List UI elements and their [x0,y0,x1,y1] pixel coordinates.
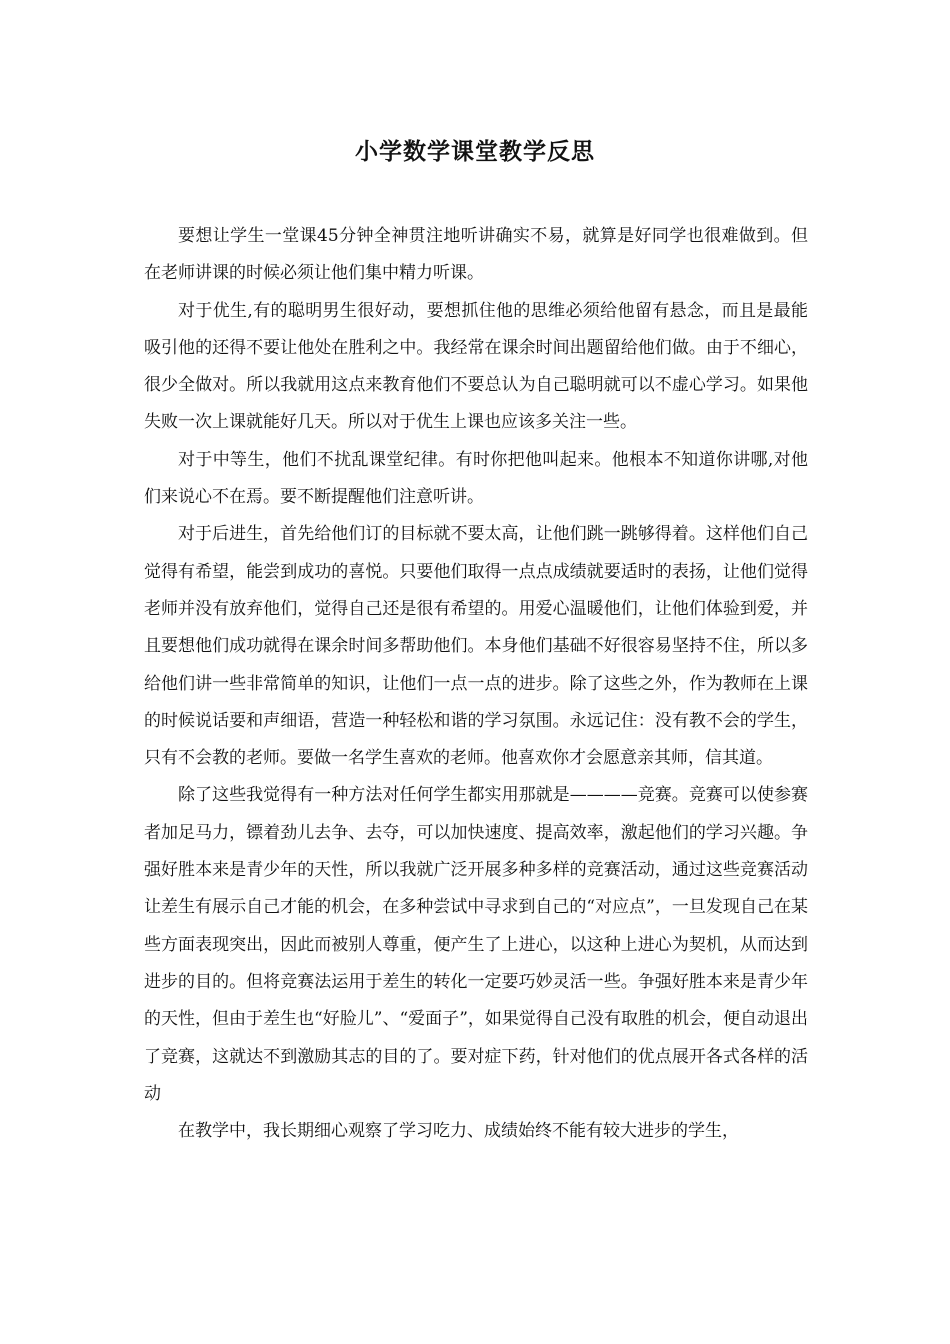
paragraph-3: 对于中等生，他们不扰乱课堂纪律。有时你把他叫起来。他根本不知道你讲哪,对他们来说心不在焉。要不断提醒他们注意听讲。 [144,449,808,508]
document-title: 小学数学课堂教学反思 [355,138,595,165]
paragraph-2: 对于优生,有的聪明男生很好动，要想抓住他的思维必须给他留有悬念，而且是最能吸引他的还得不要让他处在胜利之中。我经常在课余时间出题留给他们做。由于不细心，很少全做对。所以我就用这点来教育他们不要总认为自己聪明就可以不虚心学习。如果他失败一次上课就能好几天。所以对于优生上课也应该多关注一些。 [144,300,808,433]
paragraph-6: 在教学中，我长期细心观察了学习吃力、成绩始终不能有较大进步的学生， [178,1121,739,1142]
paragraph-5: 除了这些我觉得有一种方法对任何学生都实用那就是————竞赛。竞赛可以使参赛者加足马力，镖着劲儿去争、去夺，可以加快速度、提高效率，激起他们的学习兴趣。争强好胜本来是青少年的天性，所以我就广泛开展多种多样的竞赛活动，通过这些竞赛活动让差生有展示自己才能的机会，在多种尝试中寻求到自己的“对应点”，一旦发现自己在某些方面表现突出，因此而被别人尊重，便产生了上进心，以这种上进心为契机，从而达到进步的目的。但将竞赛法运用于差生的转化一定要巧妙灵活一些。争强好胜本来是青少年的天性，但由于差生也“好脸儿”、“爱面子”，如果觉得自己没有取胜的机会，便自动退出了竞赛，这就达不到激励其志的目的了。要对症下药，针对他们的优点展开各式各样的活动 [144,785,808,1104]
paragraph-4: 对于后进生，首先给他们订的目标就不要太高，让他们跳一跳够得着。这样他们自己觉得有希望，能尝到成功的喜悦。只要他们取得一点点成绩就要适时的表扬，让他们觉得老师并没有放弃他们，觉得自己还是很有希望的。用爱心温暖他们，让他们体验到爱，并且要想他们成功就得在课余时间多帮助他们。本身他们基础不好很容易坚持不住，所以多给他们讲一些非常简单的知识，让他们一点一点的进步。除了这些之外，作为教师在上课的时候说话要和声细语，营造一种轻松和谐的学习氛围。永远记住：没有教不会的学生，只有不会教的老师。要做一名学生喜欢的老师。他喜欢你才会愿意亲其师，信其道。 [144,524,808,769]
document-body [144,218,808,1150]
paragraph-1: 要想让学生一堂课45分钟全神贯注地听讲确实不易，就算是好同学也很难做到。但在老师讲课的时候必须让他们集中精力听课。 [144,226,808,284]
